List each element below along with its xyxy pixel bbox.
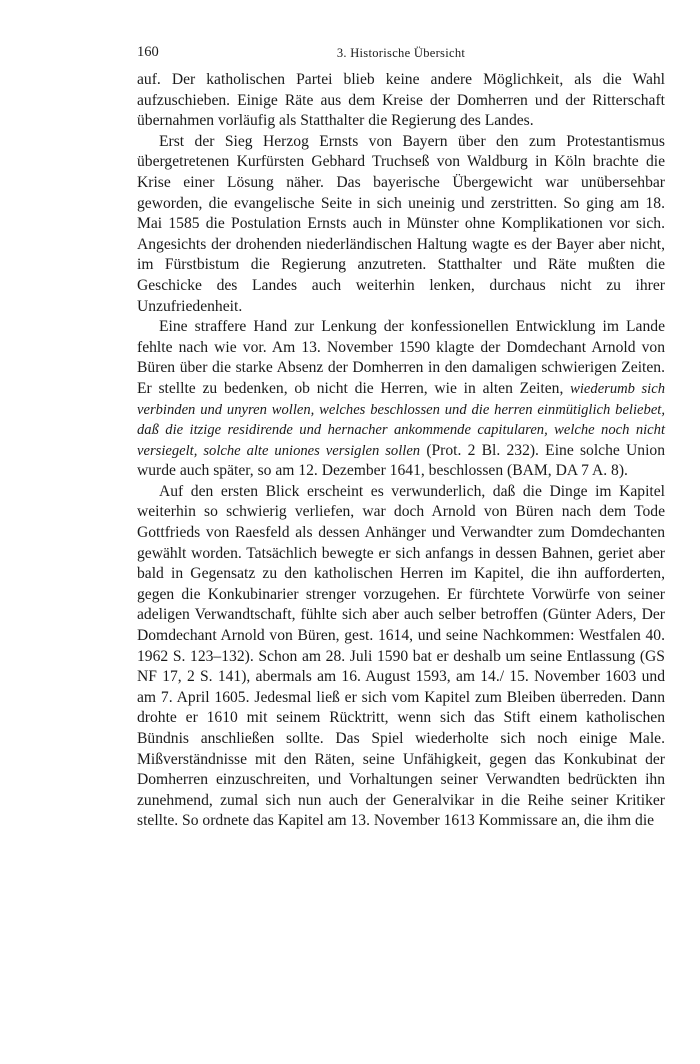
- section-title: 3. Historische Übersicht: [336, 46, 466, 60]
- latin-quote: wiederumb sich verbinden und unyren wollen, welches beschlossen und die herren einmütiglich beliebet, daß die itzige residirende und hernacher ankommende capitularen, welche noch nicht versiegelt, solche alte uniones versiglen sollen: [137, 380, 665, 459]
- page-number: 160: [137, 44, 159, 60]
- paragraph-4: Auf den ersten Blick erscheint es verwunderlich, daß die Dinge im Kapitel weiterhin so schwierig verliefen, war doch Arnold von Büren nach dem Tode Gottfrieds von Raesfeld als dessen Anhänger und Verwandter zum Domdechanten gewählt worden. Tatsächlich bewegte er sich anfangs in dessen Bahnen, geriet aber bald in Gegensatz zu den katholischen Herren im Kapitel, die ihn aufforderten, gegen die Konkubinarier strenger vorzugehen. Er fürchtete Vorwürfe von seiner adeligen Verwandtschaft, fühlte sich aber auch selber betroffen (Günter Aders, Der Domdechant Arnold von Büren, gest. 1614, und seine Nachkommen: Westfalen 40. 1962 S. 123–132). Schon am 28. Juli 1590 bat er deshalb um seine Entlassung (GS NF 17, 2 S. 141), abermals am 16. August 1593, am 14./ 15. November 1603 und am 7. April 1605. Jedesmal ließ er sich vom Kapitel zum Bleiben überreden. Dann drohte er 1610 mit seinem Rücktritt, wenn sich das Stift einem katholischen Bündnis anschließen sollte. Das Spiel wiederholte sich noch einige Male. Mißverständnisse mit den Räten, seine Unfähigkeit, gegen das Konkubinat der Domherren einzuschreiten, und Vorhaltungen seiner Verwandten bedrückten ihn zunehmend, zumal sich nun auch der Generalvikar in die Reihe seiner Kritiker stellte. So ordnete das Kapitel am 13. November 1613 Kommissare an, die ihm die: [137, 482, 665, 830]
- paragraph-1: auf. Der katholischen Partei blieb keine andere Möglichkeit, als die Wahl aufzuschieben. Einige Räte aus dem Kreise der Domherren und der Ritterschaft übernahmen vorläufig als Statthalter die Regierung des Landes.: [137, 71, 665, 130]
- book-page: [137, 44, 665, 832]
- running-head: [137, 44, 665, 70]
- paragraph-2: Erst der Sieg Herzog Ernsts von Bayern über den zum Protestantismus übergetretenen Kurfürsten Gebhard Truchseß von Waldburg in Köln brachte die Krise einer Lösung näher. Das bayerische Übergewicht war unübersehbar geworden, die evangelische Seite in sich uneinig und zerstritten. So ging am 18. Mai 1585 die Postulation Ernsts auch in Münster ohne Komplikationen vor sich. Angesichts der drohenden niederländischen Haltung wagte es der Bayer aber nicht, im Fürstbistum die Regierung anzutreten. Statthalter und Räte mußten die Geschicke des Landes auch weiterhin lenken, durchaus nicht zu ihrer Unzufriedenheit.: [137, 132, 665, 315]
- body-text: [137, 70, 665, 832]
- paragraph-3: [137, 317, 665, 482]
- paragraph-3-text-before: Eine straffere Hand zur Lenkung der konfessionellen Entwicklung im Lande fehlte nach wie vor. Am 13. November 1590 klagte der Domdechant Arnold von Büren über die starke Absenz der Domherren in den damaligen schwierigen Zeiten. Er stellte zu bedenken, ob nicht die Herren, wie in alten Zeiten,: [137, 318, 665, 397]
- paragraph-3-text-after: (Prot. 2 Bl. 232). Eine solche Union wurde auch später, so am 12. Dezember 1641, beschlossen (BAM, DA 7 A. 8).: [137, 441, 665, 480]
